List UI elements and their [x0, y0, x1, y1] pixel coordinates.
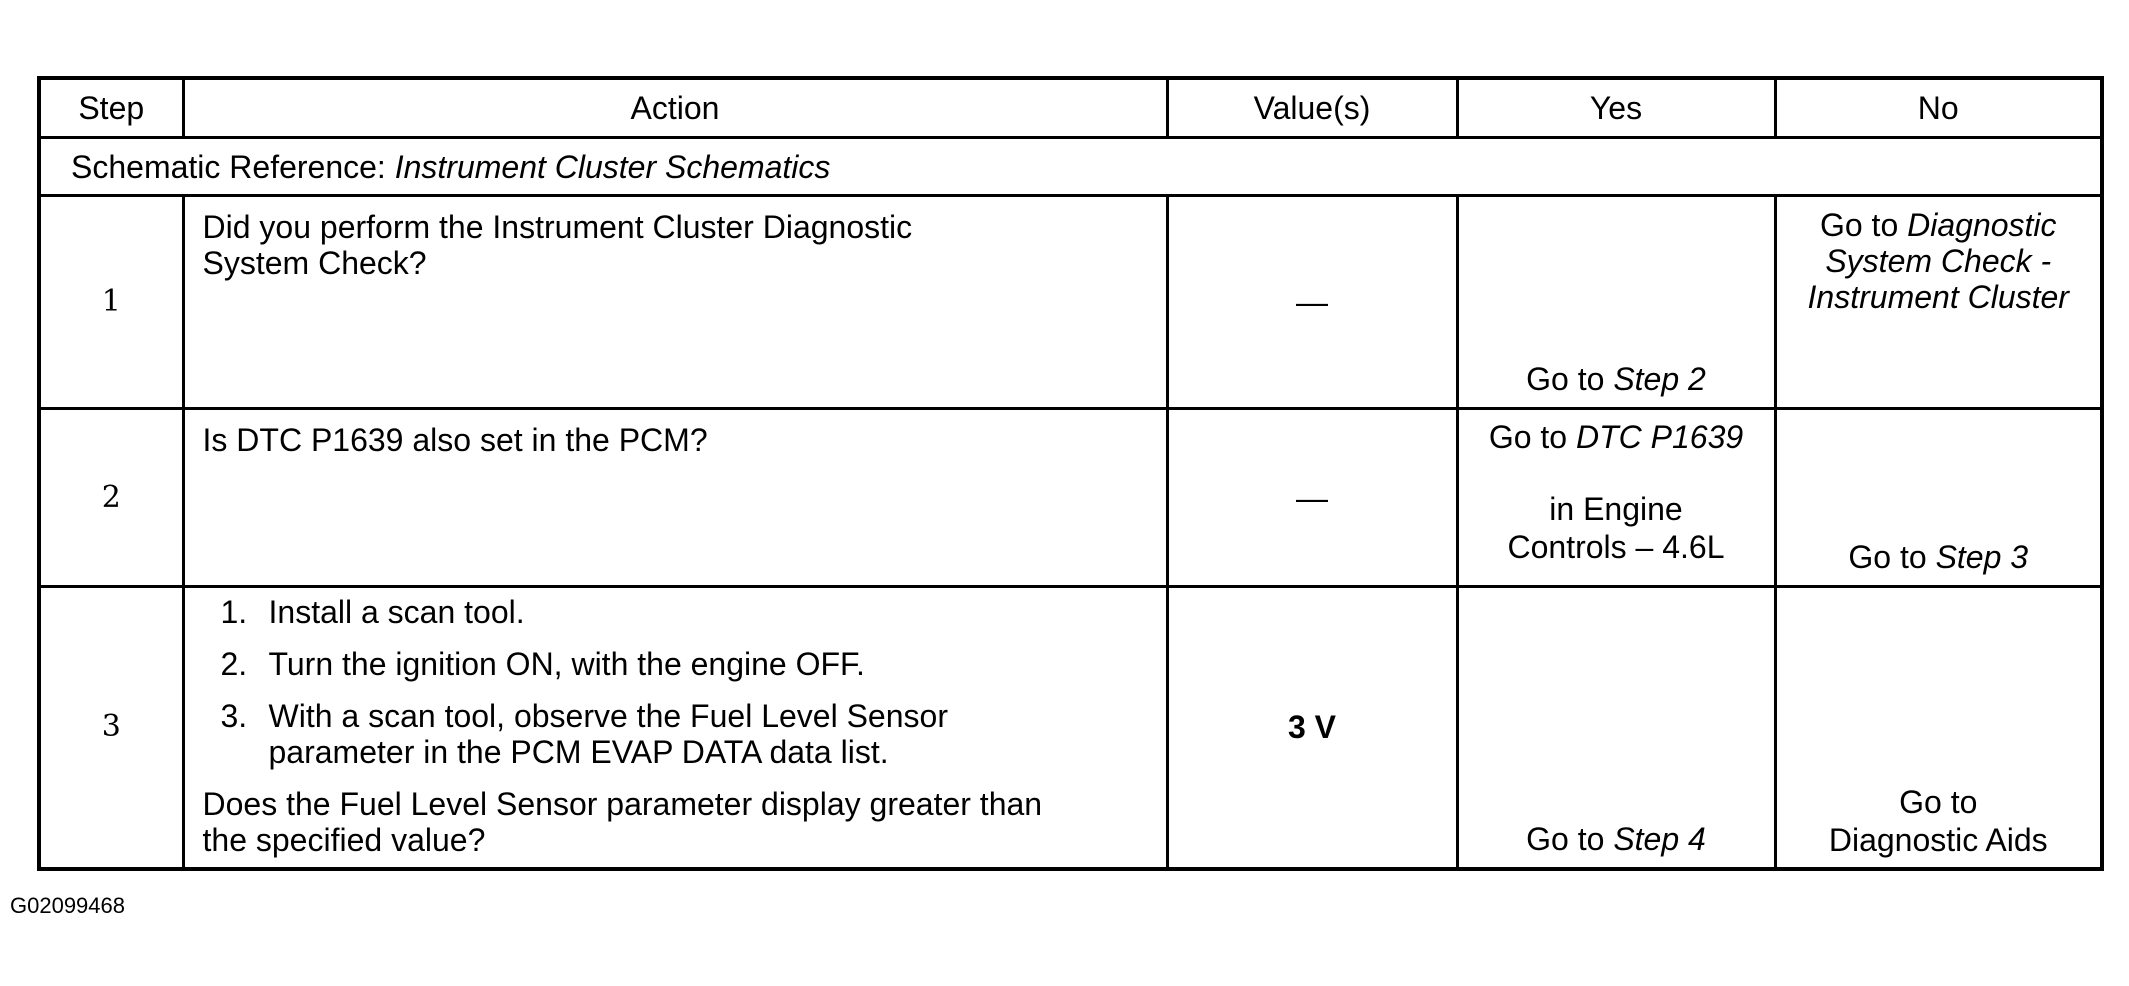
action-text — [183, 409, 1167, 587]
no-link[interactable]: Diagnostic Aids — [1828, 821, 2048, 858]
yes-suffix-line-2: Controls – 4.6L — [1507, 529, 1725, 565]
yes-prefix: Go to — [1488, 419, 1576, 455]
schematic-reference — [39, 138, 2102, 196]
step-number: 2 — [39, 409, 183, 587]
no-link[interactable]: Step 3 — [1935, 539, 2029, 575]
yes-prefix: Go to — [1526, 820, 1614, 857]
header-step: Step — [39, 78, 183, 138]
no-cell — [1775, 196, 2102, 409]
no-cell — [1775, 587, 2102, 869]
yes-cell — [1457, 196, 1775, 409]
table-row — [39, 409, 2102, 587]
value-cell — [1167, 587, 1457, 869]
list-item-text: Turn the ignition ON, with the engine OFF. — [268, 646, 865, 682]
schematic-reference-prefix: Schematic Reference: — [71, 148, 395, 185]
no-prefix: Go to — [1848, 539, 1936, 575]
no-link[interactable]: Diagnostic System Check - Instrument Cluster — [1807, 207, 2069, 315]
value-text: 3 V — [1287, 709, 1337, 746]
list-item-number: 1. — [220, 594, 248, 630]
list-item — [221, 646, 1148, 682]
table-row — [39, 587, 2102, 869]
no-prefix: Go to — [1819, 207, 1908, 243]
value-cell — [1167, 409, 1457, 587]
step-number: 1 — [39, 196, 183, 409]
list-item-number: 3. — [220, 698, 248, 734]
action-text — [183, 587, 1167, 869]
figure-id: G02099468 — [10, 893, 125, 918]
value-text: — — [1296, 284, 1328, 320]
action-question: Does the Fuel Level Sensor parameter display greater than the specified value? — [202, 786, 1043, 858]
schematic-reference-row — [39, 138, 2102, 196]
action-text — [183, 196, 1167, 409]
list-item-text: With a scan tool, observe the Fuel Level Sensor parameter in the PCM EVAP DATA data list. — [268, 698, 948, 770]
header-yes: Yes — [1457, 78, 1775, 138]
yes-link[interactable]: Step 2 — [1613, 361, 1706, 397]
schematic-reference-link[interactable]: Instrument Cluster Schematics — [394, 148, 831, 185]
yes-prefix: Go to — [1526, 361, 1614, 397]
no-cell — [1775, 409, 2102, 587]
action-question: Did you perform the Instrument Cluster Diagnostic System Check? — [202, 209, 913, 281]
yes-link[interactable]: DTC P1639 — [1575, 419, 1744, 455]
yes-suffix-line-1: in Engine — [1549, 491, 1683, 527]
no-line-1: Go to — [1899, 783, 1978, 820]
header-no: No — [1775, 78, 2102, 138]
header-action: Action — [183, 78, 1167, 138]
yes-cell — [1457, 587, 1775, 869]
yes-cell — [1457, 409, 1775, 587]
list-item — [221, 594, 1148, 630]
list-item-text: Install a scan tool. — [268, 594, 525, 630]
table-row — [39, 196, 2102, 409]
step-number: 3 — [39, 587, 183, 869]
header-row — [39, 78, 2102, 138]
value-cell — [1167, 196, 1457, 409]
action-question: Is DTC P1639 also set in the PCM? — [202, 422, 708, 458]
list-item — [221, 698, 1148, 770]
header-values: Value(s) — [1167, 78, 1457, 138]
value-text: — — [1296, 479, 1328, 516]
diagnostic-table — [37, 76, 2104, 871]
action-step-list — [203, 594, 1148, 770]
yes-link[interactable]: Step 4 — [1613, 820, 1706, 857]
list-item-number: 2. — [220, 646, 248, 682]
